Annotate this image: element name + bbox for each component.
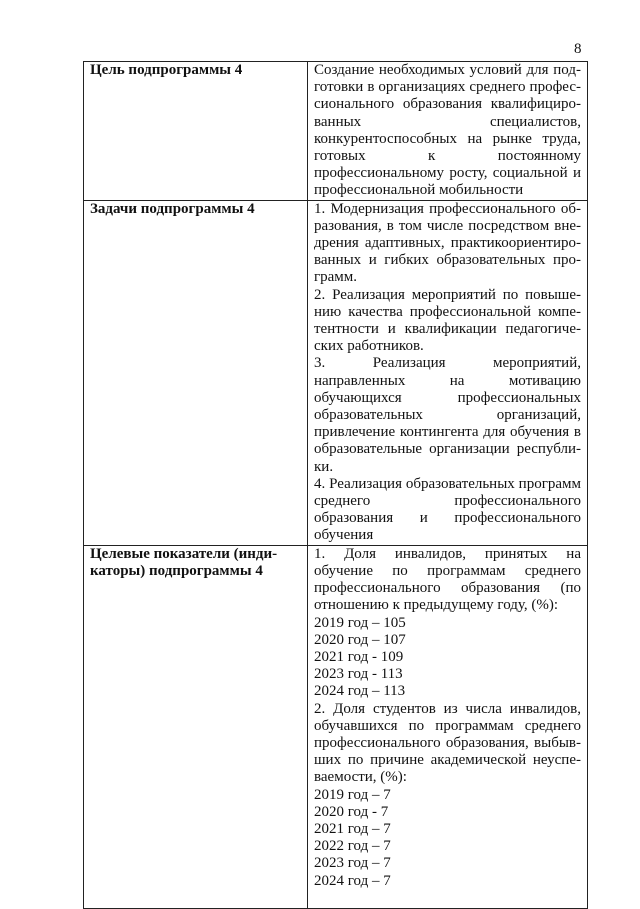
indicator-2-title: 2. Доля студентов из числа инвалидов, обучавшихся по программам среднего профессионального образования, выбывших по причине академической неуспеваемости, (%): xyxy=(314,700,581,786)
goal-label: Цель подпрограммы 4 xyxy=(84,62,308,201)
indicator-1-value: 2020 год – 107 xyxy=(314,631,406,648)
table-row-tasks xyxy=(84,200,588,545)
tasks-label: Задачи подпрограммы 4 xyxy=(84,200,308,545)
indicators-label: Целевые показатели (индикаторы) подпрограммы 4 xyxy=(84,545,308,908)
indicator-2-value: 2022 год – 7 xyxy=(314,838,391,855)
task-item: 4. Реализация образовательных программ среднего профессионального образования и профессионального обучения xyxy=(314,475,581,544)
indicator-2-value: 2024 год – 7 xyxy=(314,872,391,889)
indicator-1-value: 2023 год - 113 xyxy=(314,666,403,683)
indicator-1-value: 2019 год – 105 xyxy=(314,614,406,631)
indicator-2-value: 2019 год – 7 xyxy=(314,786,391,803)
task-item: 3. Реализация мероприятий, направленных на мотивацию обучающихся профессиональных образовательных организаций, привлечение контингента для обучения в образовательные организации республики. xyxy=(314,355,581,475)
indicator-2-value: 2023 год – 7 xyxy=(314,855,391,872)
tasks-content xyxy=(308,200,588,545)
indicator-2-value: 2020 год - 7 xyxy=(314,803,389,820)
goal-content xyxy=(308,62,588,201)
indicator-2-value: 2021 год – 7 xyxy=(314,820,391,837)
goal-text: Создание необходимых условий для подготовки в организациях среднего профессионального образования квалифицированных специалистов, конкурентоспособных на рынке труда, готовых к постоянному профессиональному росту, социальной и профессиональной мобильности xyxy=(314,62,581,199)
subprogram-passport-table xyxy=(83,61,588,909)
task-item: 1. Модернизация профессионального образования, в том числе посредством внедрения адаптивных, практикоориентированных и гибких образовательных программ. xyxy=(314,200,581,286)
indicator-1-value: 2024 год – 113 xyxy=(314,683,406,700)
table-row-goal xyxy=(84,62,588,201)
indicator-1-title: 1. Доля инвалидов, принятых на обучение по программам среднего профессионального образования (по отношению к предыдущему году, (%): xyxy=(314,545,581,614)
indicator-1-value: 2021 год - 109 xyxy=(314,648,404,665)
task-item: 2. Реализация мероприятий по повышению качества профессиональной компетентности и квалификации педагогических работников. xyxy=(314,286,581,355)
indicators-content xyxy=(308,545,588,908)
table-row-indicators xyxy=(84,545,588,908)
page-number: 8 xyxy=(574,41,582,57)
